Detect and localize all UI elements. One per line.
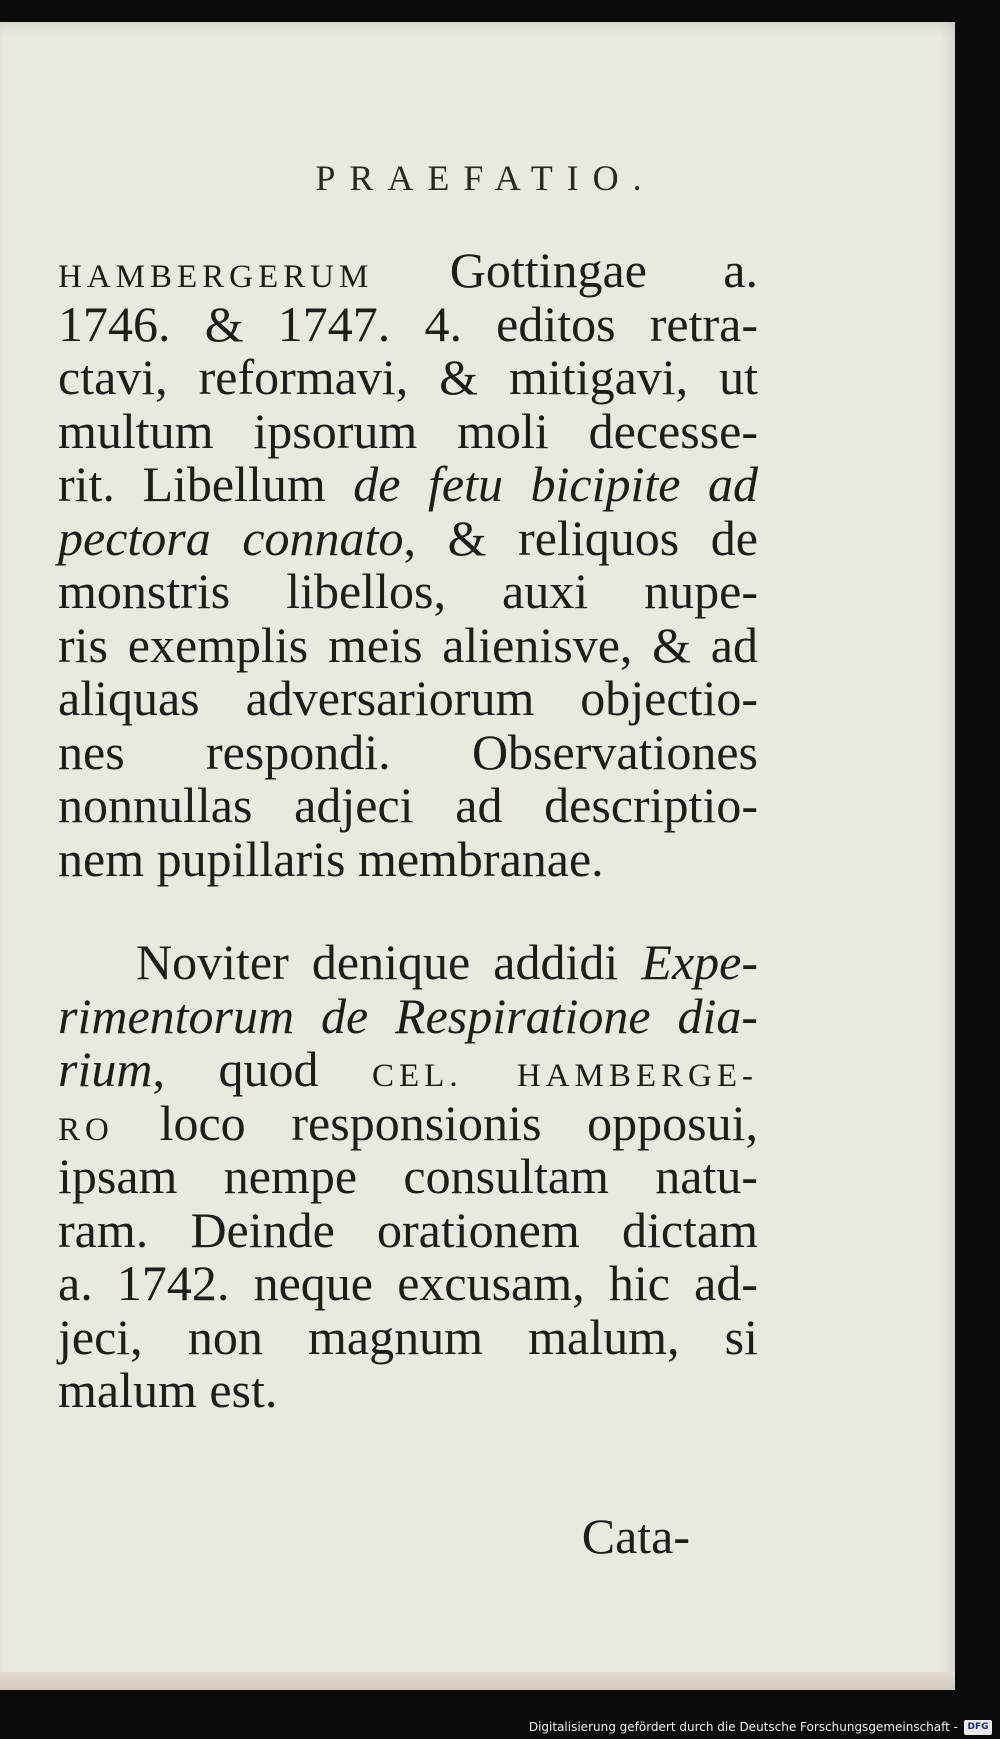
text-line: aliquas adversariorum objectio- (58, 670, 758, 726)
text-line: ris exemplis meis alienisve, & ad (58, 616, 758, 673)
digitization-credit: Digitalisierung gefördert durch die Deutsche Forschungsgemeinschaft - (528, 1720, 958, 1734)
text-line: nem pupillaris membranae. (58, 830, 604, 887)
text-line: ipsam nempe consultam natu- (58, 1148, 758, 1204)
text-line: ram. Deinde orationem dictam (58, 1201, 758, 1258)
page-bottom-edge (0, 1672, 955, 1690)
text-line: Noviter denique addidi Expe- (136, 934, 758, 990)
dfg-logo-icon: DFG (964, 1720, 992, 1735)
paragraph-1 (58, 244, 758, 886)
book-page (0, 22, 955, 1690)
text-line: pectora connato, & reliquos de (58, 509, 758, 566)
text-line: malum est. (58, 1362, 278, 1418)
body-text (58, 244, 758, 1418)
text-line: nes respondi. Observationes (58, 723, 758, 780)
text-line: 1746. & 1747. 4. editos retra- (58, 295, 758, 352)
running-head: PRAEFATIO. (315, 158, 656, 198)
text-line: jeci, non magnum malum, si (58, 1308, 758, 1365)
text-line: HAMBERGERUM Gottingae a. (58, 242, 758, 298)
text-line: rit. Libellum de fetu bicipite ad (58, 456, 759, 512)
text-line: nonnullas adjeci ad descriptio- (58, 777, 758, 833)
text-line: ctavi, reformavi, & mitigavi, ut (58, 349, 758, 405)
text-line: monstris libellos, auxi nupe- (58, 563, 758, 619)
paragraph-2 (58, 936, 758, 1418)
text-line: a. 1742. neque excusam, hic ad- (58, 1255, 758, 1311)
catchword: Cata- (581, 1508, 690, 1564)
text-line: rium, quod CEL. HAMBERGE- (58, 1041, 758, 1097)
text-line: multum ipsorum moli decesse- (58, 402, 758, 459)
text-line: rimentorum de Respiratione dia- (58, 987, 758, 1044)
text-line: RO loco responsionis opposui, (58, 1094, 758, 1151)
footer-bar (0, 1711, 1000, 1739)
